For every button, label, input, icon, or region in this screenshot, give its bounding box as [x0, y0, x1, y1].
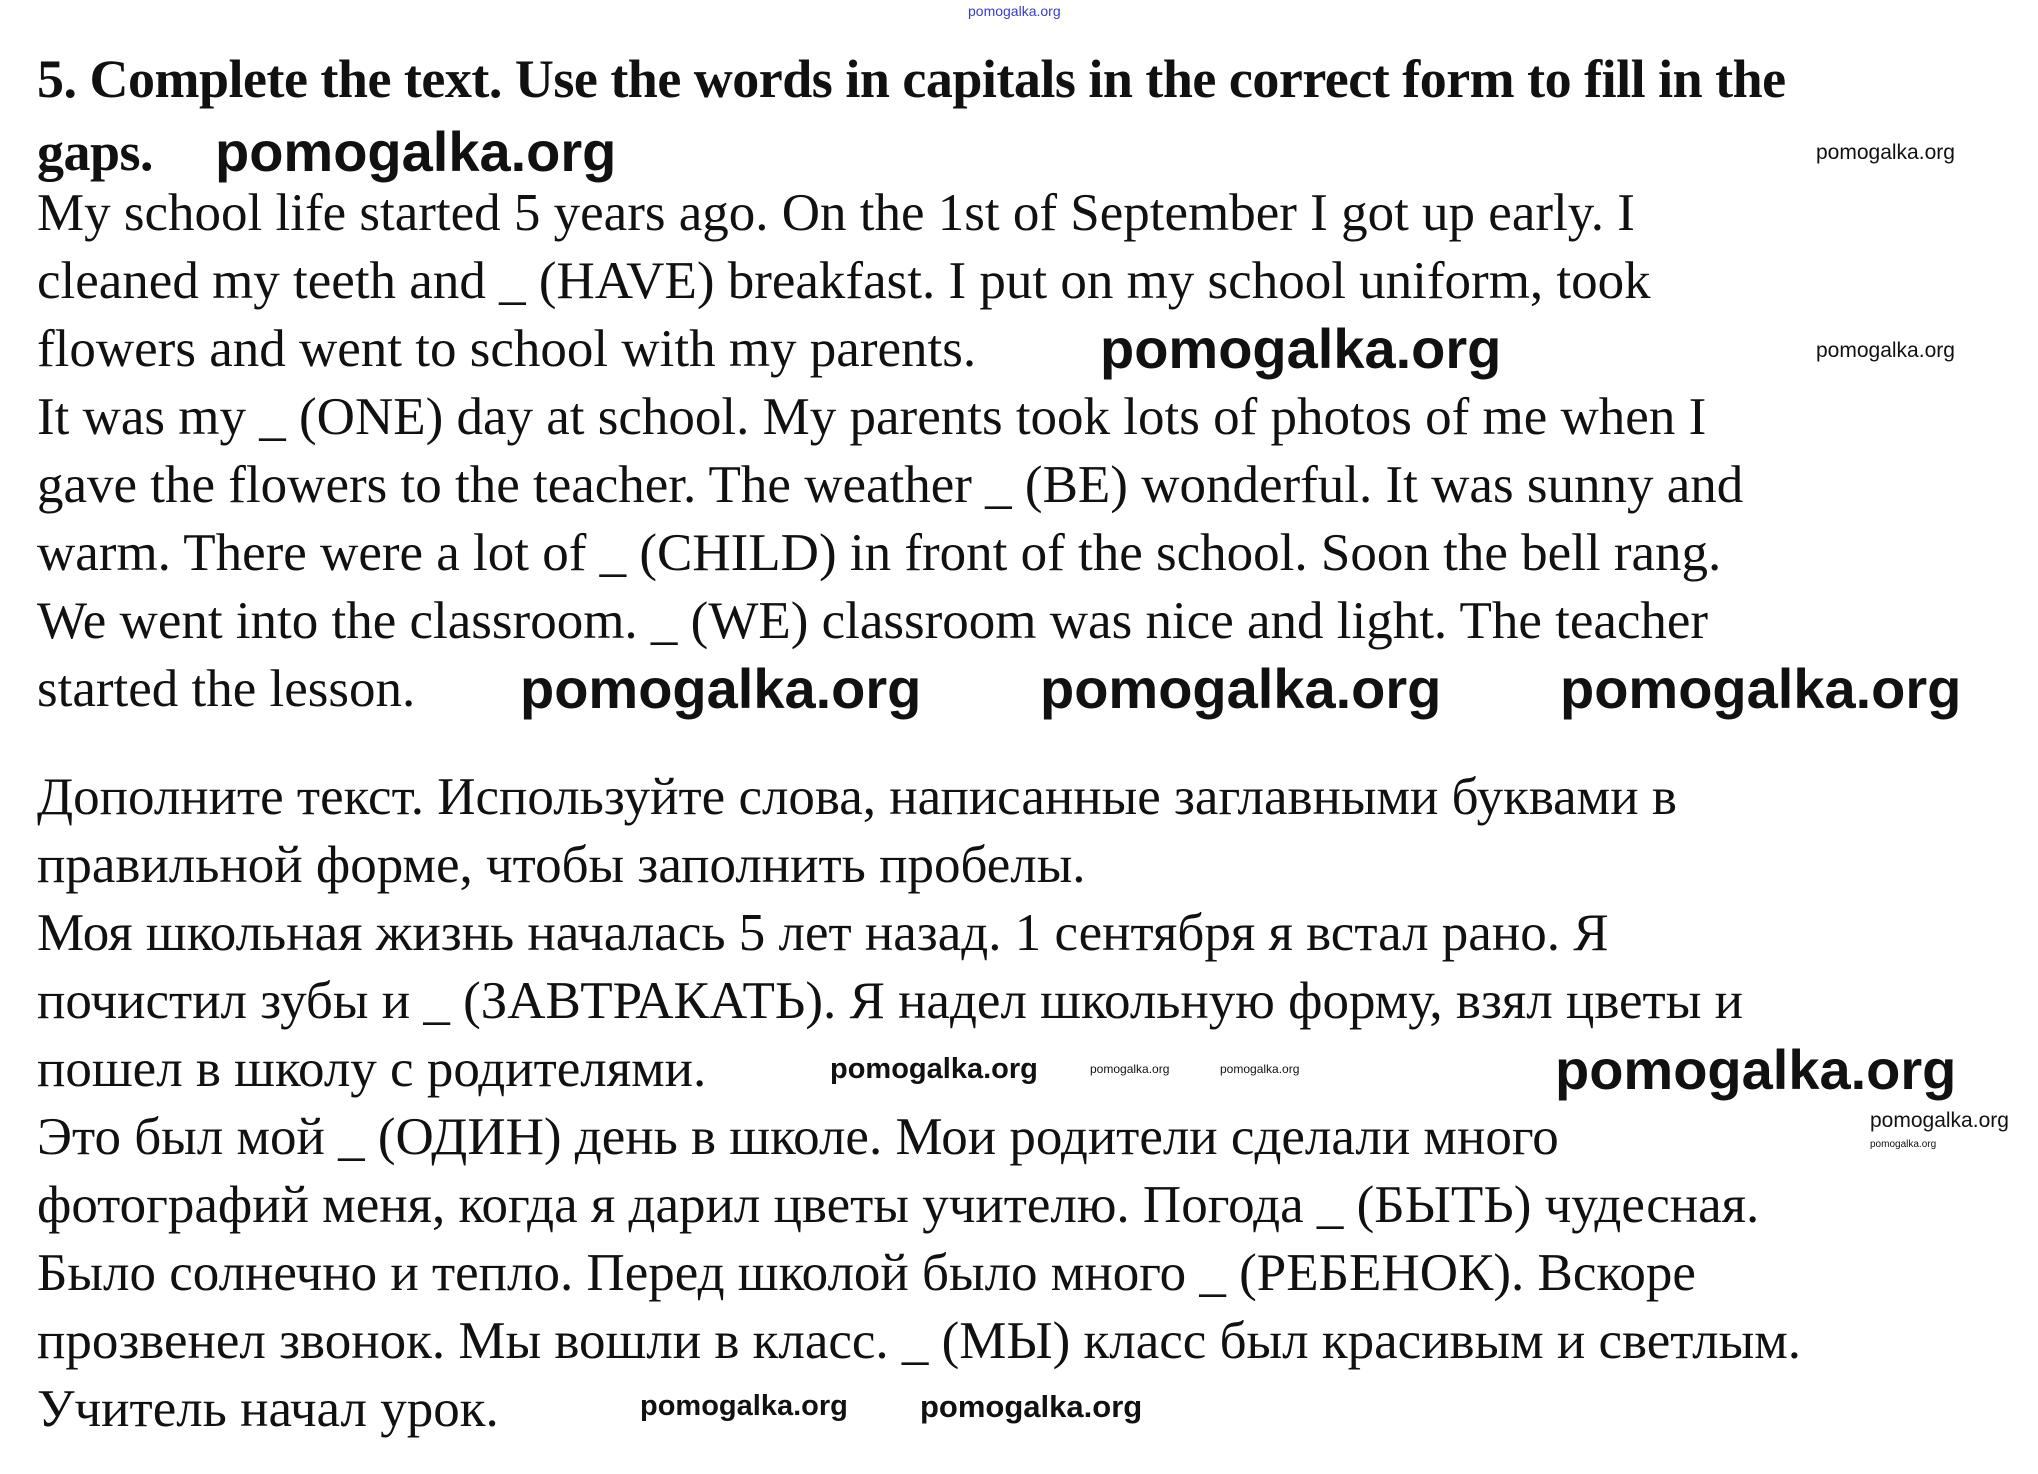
russian-line: Это был мой _ (ОДИН) день в школе. Мои родители сделали много: [37, 1108, 1559, 1166]
watermark: pomogalka.org: [1560, 657, 1962, 720]
russian-line: правильной форме, чтобы заполнить пробелы.: [37, 836, 1086, 894]
watermark: pomogalka.org: [1870, 1139, 1937, 1150]
russian-line: прозвенел звонок. Мы вошли в класс. _ (МЫ) класс был красивым и светлым.: [37, 1312, 1801, 1370]
russian-line: пошел в школу с родителями.: [37, 1040, 707, 1098]
russian-line: Учитель начал урок.: [37, 1380, 499, 1438]
english-line: cleaned my teeth and _ (HAVE) breakfast. I put on my school uniform, took: [37, 252, 1651, 310]
english-line: My school life started 5 years ago. On the 1st of September I got up early. I: [37, 184, 1635, 242]
watermark: pomogalka.org: [1040, 657, 1442, 720]
english-line: gave the flowers to the teacher. The weather _ (BE) wonderful. It was sunny and: [37, 456, 1744, 514]
watermark: pomogalka.org: [1555, 1038, 1957, 1101]
english-line: warm. There were a lot of _ (CHILD) in front of the school. Soon the bell rang.: [37, 524, 1722, 582]
english-line: We went into the classroom. _ (WE) classroom was nice and light. The teacher: [37, 592, 1709, 650]
russian-line: Дополните текст. Используйте слова, написанные заглавными буквами в: [37, 768, 1677, 826]
task-title: 5. Complete the text. Use the words in capitals in the correct form to fill in the: [37, 49, 1786, 109]
english-line: flowers and went to school with my parents.: [37, 320, 977, 378]
task-title-cont: gaps.: [37, 122, 154, 182]
watermark: pomogalka.org: [1100, 317, 1502, 380]
watermark: pomogalka.org: [1090, 1062, 1170, 1076]
watermark: pomogalka.org: [920, 1389, 1143, 1424]
russian-line: Было солнечно и тепло. Перед школой было много _ (РЕБЕНОК). Вскоре: [37, 1244, 1696, 1302]
watermark: pomogalka.org: [1816, 339, 1955, 362]
watermark: pomogalka.org: [830, 1053, 1038, 1085]
watermark: pomogalka.org: [1220, 1062, 1300, 1076]
english-line: It was my _ (ONE) day at school. My parents took lots of photos of me when I: [37, 388, 1707, 446]
russian-line: фотографий меня, когда я дарил цветы учителю. Погода _ (БЫТЬ) чудесная.: [37, 1176, 1760, 1234]
watermark: pomogalka.org: [1870, 1109, 2009, 1132]
watermark: pomogalka.org: [1816, 141, 1955, 164]
watermark: pomogalka.org: [640, 1390, 848, 1422]
watermark: pomogalka.org: [520, 657, 922, 720]
watermark-top[interactable]: pomogalka.org: [968, 3, 1061, 19]
russian-line: Моя школьная жизнь началась 5 лет назад. 1 сентября я встал рано. Я: [37, 904, 1609, 962]
russian-line: почистил зубы и _ (ЗАВТРАКАТЬ). Я надел школьную форму, взял цветы и: [37, 972, 1743, 1030]
english-line: started the lesson.: [37, 660, 416, 718]
watermark: pomogalka.org: [215, 120, 617, 183]
